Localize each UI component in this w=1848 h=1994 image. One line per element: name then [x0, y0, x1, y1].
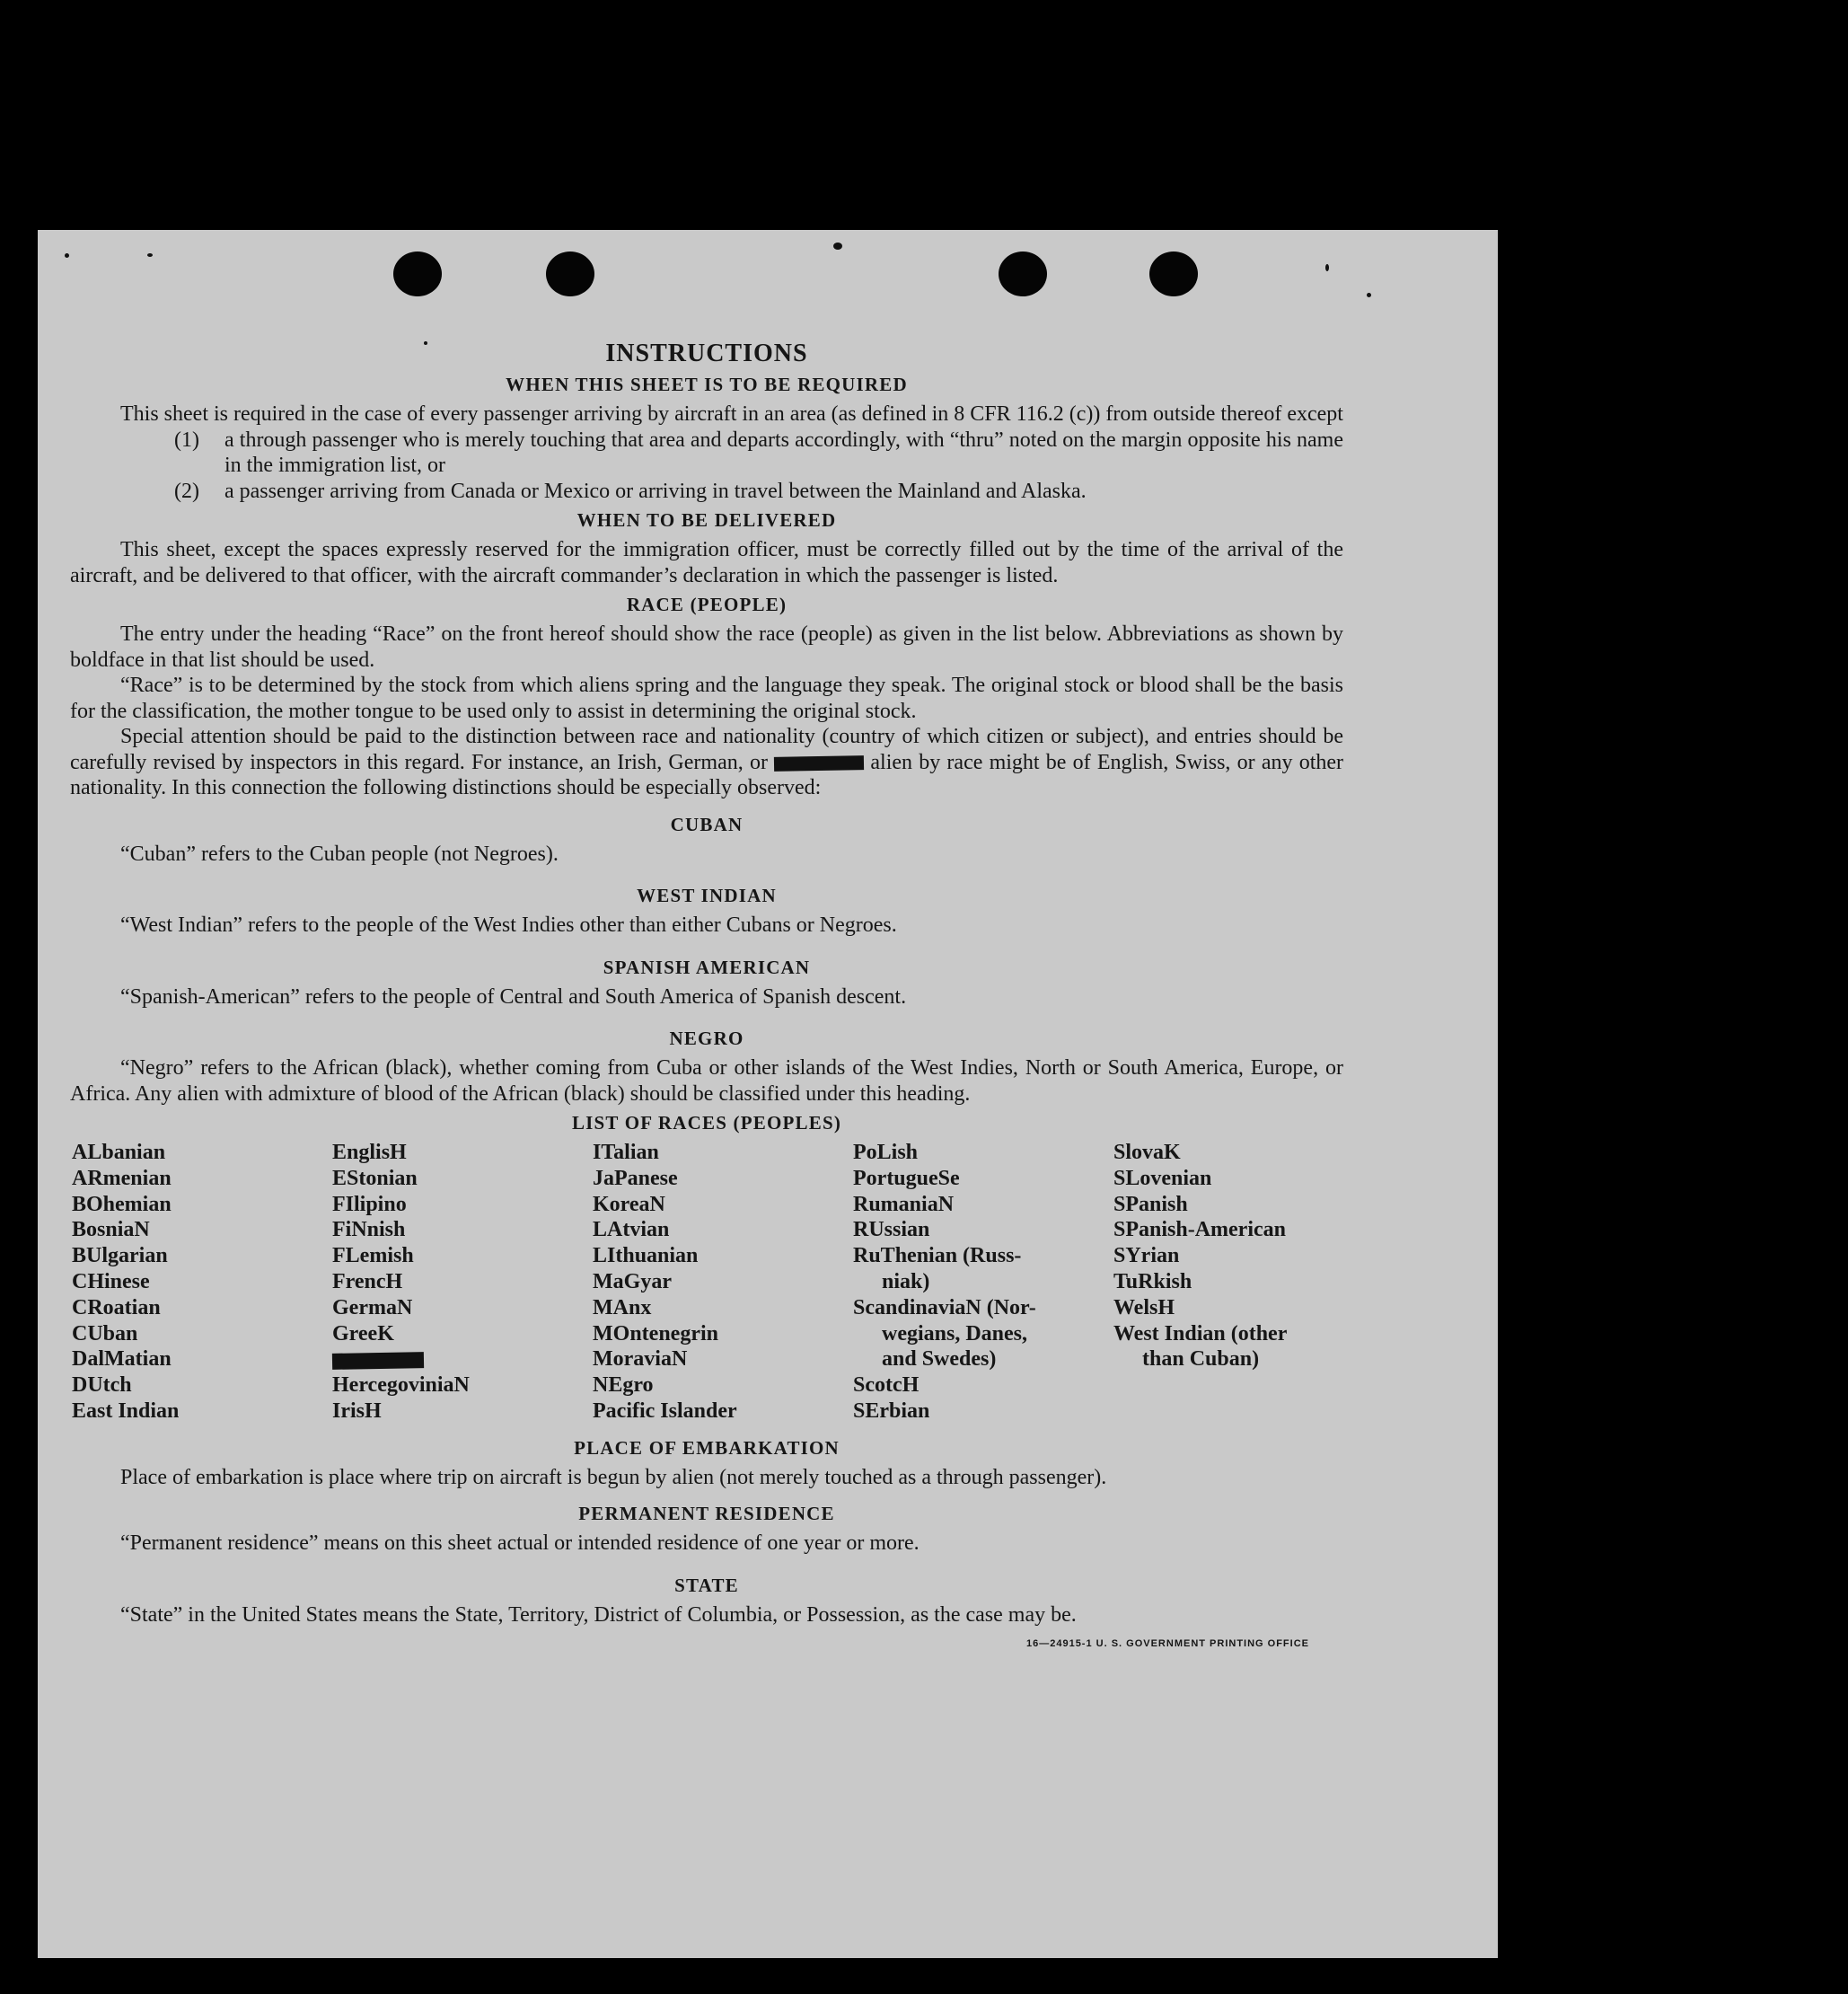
- race-entry: PortugueSe: [853, 1166, 960, 1190]
- race-entry: SLovenian: [1113, 1166, 1212, 1190]
- race-entry: GreeK: [332, 1321, 394, 1346]
- race-entry: East Indian: [72, 1398, 180, 1423]
- race-entry: RUssian: [853, 1218, 930, 1242]
- race-entry: Pacific Islander: [593, 1398, 737, 1423]
- instructions-content: [70, 340, 1343, 1649]
- race-column: [853, 1140, 1113, 1425]
- section-heading-negro: NEGRO: [669, 1028, 744, 1049]
- race-entry-continuation: than Cuban): [1142, 1347, 1260, 1372]
- race-entry: FLemish: [332, 1244, 414, 1268]
- section-heading-delivered: WHEN TO BE DELIVERED: [576, 509, 837, 531]
- speck: [147, 253, 153, 257]
- speck: [1325, 264, 1329, 271]
- race-entry: BOhemian: [72, 1192, 172, 1216]
- race-entry: MAnx: [593, 1295, 652, 1319]
- race-paragraph-3-end: alien by race might be of English, Swiss, or any other nationality. In this connection the following distinctions should be especially observed:: [70, 750, 1344, 799]
- race-entry-continuation: niak): [882, 1269, 930, 1293]
- residence-text: “Permanent residence” means on this sheet actual or intended residence of one year or more.: [120, 1531, 920, 1556]
- speck: [65, 253, 69, 258]
- section-heading-spanish-american: SPANISH AMERICAN: [603, 956, 811, 978]
- race-entry: SPanish-American: [1113, 1218, 1286, 1242]
- race-entry: ARmenian: [72, 1166, 172, 1190]
- punch-hole: [393, 251, 442, 296]
- race-entry-continuation: wegians, Danes,: [882, 1321, 1028, 1346]
- race-paragraph-2: “Race” is to be determined by the stock from which aliens spring and the language they speak. The original stock or blood shall be the basis for the classification, the mother tongue to be used only to assist in determining the original stock.: [70, 674, 1343, 723]
- delivered-text: This sheet, except the spaces expressly reserved for the immigration officer, must be correctly filled out by the time of the arrival of the aircraft, and be delivered to that officer, with the aircraft commander’s declaration in which the passenger is listed.: [70, 538, 1343, 587]
- race-entry: WelsH: [1113, 1295, 1175, 1319]
- section-heading-state: STATE: [674, 1574, 739, 1596]
- redaction-mark: [774, 755, 864, 772]
- race-entry: ALbanian: [72, 1141, 166, 1164]
- race-entry: SYrian: [1113, 1244, 1180, 1268]
- section-heading-list-of-races: LIST OF RACES (PEOPLES): [571, 1112, 842, 1134]
- exception-text: a passenger arriving from Canada or Mexico or arriving in travel between the Mainland and Alaska.: [224, 479, 1087, 503]
- race-paragraph-3-start: Special attention should be paid to the distinction between race and nationality (country of which citizen or subject), and entries should be carefully revised by inspectors in this regard. For instance, an Irish, German, or: [70, 725, 1343, 774]
- race-entry: JaPanese: [593, 1166, 678, 1190]
- race-entry: SPanish: [1113, 1192, 1188, 1216]
- exception-item: [70, 479, 1343, 505]
- race-entry: West Indian (other: [1113, 1321, 1288, 1346]
- race-column: [1113, 1140, 1374, 1425]
- race-entry: LIthuanian: [593, 1244, 699, 1268]
- race-entry: FIlipino: [332, 1192, 407, 1216]
- race-entry: CHinese: [72, 1269, 150, 1293]
- cuban-text: “Cuban” refers to the Cuban people (not Negroes).: [120, 842, 559, 866]
- required-intro: This sheet is required in the case of every passenger arriving by aircraft in an area (as defined in 8 CFR 116.2 (c)) from outside thereof except: [120, 402, 1343, 426]
- race-entry: ScandinaviaN (Nor-: [853, 1295, 1036, 1319]
- race-paragraph-3: [70, 724, 1343, 801]
- section-heading-embarkation: PLACE OF EMBARKATION: [574, 1436, 840, 1459]
- state-text: “State” in the United States means the State, Territory, District of Columbia, or Possession, as the case may be.: [120, 1602, 1077, 1627]
- printer-imprint: 16—24915-1 U. S. GOVERNMENT PRINTING OFFICE: [1025, 1638, 1309, 1650]
- race-entry: HercegoviniaN: [332, 1373, 470, 1398]
- race-entry: GermaN: [332, 1295, 413, 1319]
- race-entry: EnglisH: [332, 1141, 407, 1164]
- exception-number: (1): [174, 428, 199, 452]
- race-column: [332, 1140, 593, 1425]
- race-entry: MoraviaN: [593, 1347, 688, 1372]
- speck: [833, 243, 842, 250]
- race-entry: FrencH: [332, 1269, 403, 1293]
- punch-hole: [999, 251, 1047, 296]
- race-entry: FiNnish: [332, 1218, 406, 1242]
- page-title: INSTRUCTIONS: [605, 340, 808, 367]
- west-indian-text: “West Indian” refers to the people of the West Indies other than either Cubans or Negroes.: [120, 913, 897, 937]
- section-heading-residence: PERMANENT RESIDENCE: [578, 1503, 835, 1525]
- exception-number: (2): [174, 479, 199, 503]
- race-entry: MaGyar: [593, 1269, 672, 1293]
- race-entry: KoreaN: [593, 1192, 665, 1216]
- race-entry: RumaniaN: [853, 1192, 955, 1216]
- race-entry: DUtch: [72, 1373, 132, 1398]
- race-entry: RuThenian (Russ-: [853, 1244, 1022, 1268]
- section-heading-required: WHEN THIS SHEET IS TO BE REQUIRED: [506, 374, 908, 395]
- race-entry: DalMatian: [72, 1347, 172, 1372]
- embarkation-text: Place of embarkation is place where trip on aircraft is begun by alien (not merely touched as a through passenger).: [120, 1465, 1107, 1489]
- section-heading-west-indian: WEST INDIAN: [637, 885, 777, 906]
- race-entry: MOntenegrin: [593, 1321, 718, 1346]
- race-column: [593, 1140, 853, 1425]
- race-entry: BUlgarian: [72, 1244, 168, 1268]
- race-entry: SErbian: [853, 1398, 930, 1423]
- race-entry: SlovaK: [1113, 1141, 1181, 1164]
- spanish-american-text: “Spanish-American” refers to the people of Central and South America of Spanish descent.: [120, 984, 907, 1009]
- exception-text: a through passenger who is merely touching that area and departs accordingly, with “thru” noted on the margin opposite his name in the immigration list, or: [224, 428, 1343, 477]
- race-paragraph-1: The entry under the heading “Race” on the front hereof should show the race (people) as given in the list below. Abbreviations as shown by boldface in that list should be used.: [70, 622, 1343, 672]
- section-heading-cuban: CUBAN: [670, 813, 744, 835]
- race-list: [72, 1140, 1343, 1425]
- section-heading-race: RACE (PEOPLE): [626, 594, 788, 615]
- race-entry: EStonian: [332, 1166, 418, 1190]
- race-entry: TuRkish: [1113, 1269, 1192, 1293]
- race-entry: CRoatian: [72, 1295, 161, 1319]
- redaction-mark: [332, 1352, 424, 1370]
- race-entry: ScotcH: [853, 1373, 920, 1398]
- document-sheet: [38, 230, 1498, 1958]
- race-entry: BosniaN: [72, 1218, 150, 1242]
- redacted-race-entry: [332, 1346, 593, 1372]
- race-entry: IrisH: [332, 1398, 382, 1423]
- race-entry: LAtvian: [593, 1218, 670, 1242]
- race-entry-continuation: and Swedes): [882, 1347, 997, 1372]
- race-entry: CUban: [72, 1321, 138, 1346]
- race-entry: NEgro: [593, 1373, 654, 1398]
- speck: [1367, 293, 1371, 297]
- punch-hole: [1149, 251, 1198, 296]
- negro-text: “Negro” refers to the African (black), whether coming from Cuba or other islands of the West Indies, North or South America, Europe, or Africa. Any alien with admixture of blood of the African (black) should be classified under this heading.: [70, 1056, 1343, 1106]
- punch-hole: [546, 251, 594, 296]
- race-entry: PoLish: [853, 1141, 919, 1164]
- race-column: [72, 1140, 332, 1425]
- race-entry: ITalian: [593, 1141, 659, 1164]
- exception-item: [70, 428, 1343, 479]
